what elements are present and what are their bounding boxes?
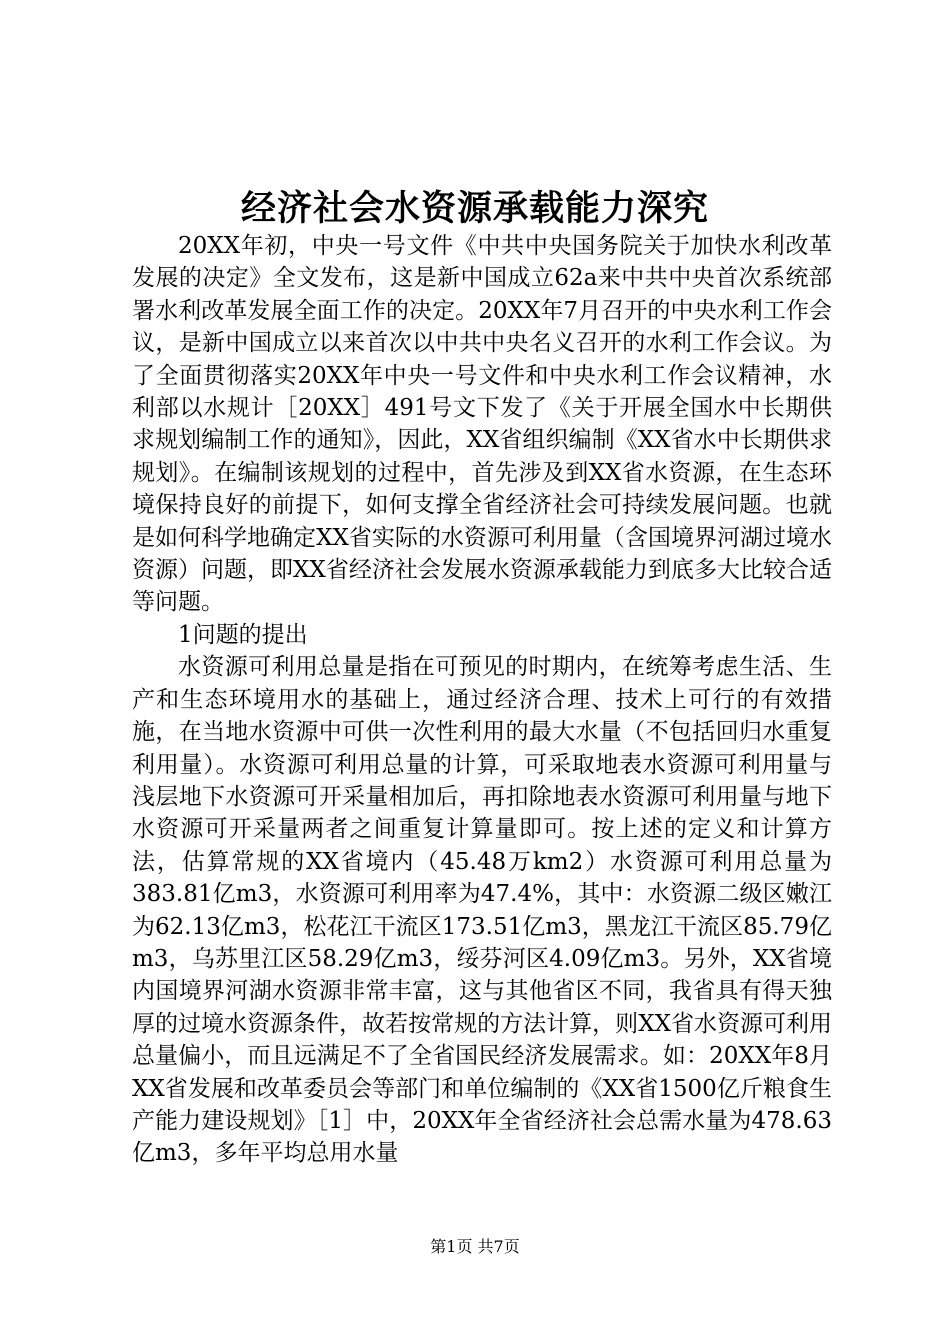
paragraph-intro: 20XX年初，中央一号文件《中共中央国务院关于加快水利改革发展的决定》全文发布，这是新中国成立62a来中共中央首次系统部署水利改革发展全面工作的决定。20XX年7月召开的中央水利工作会议，是新中国成立以来首次以中共中央名义召开的水利工作会议。为了全面贯彻落实20XX年中央一号文件和中央水利工作会议精神，水利部以水规计［20XX］491号文下发了《关于开展全国水中长期供求规划编制工作的通知》，因此，XX省组织编制《XX省水中长期供求规划》。在编制该规划的过程中，首先涉及到XX省水资源，在生态环境保持良好的前提下，如何支撑全省经济社会可持续发展问题。也就是如何科学地确定XX省实际的水资源可利用量（含国境界河湖过境水资源）问题，即XX省经济社会发展水资源承载能力到底多大比较合适等问题。 — [132, 233, 832, 616]
section-heading: 1问题的提出 — [178, 621, 308, 648]
document-body — [132, 230, 832, 1170]
paragraph-water-resources: 水资源可利用总量是指在可预见的时期内，在统筹考虑生活、生产和生态环境用水的基础上，通过经济合理、技术上可行的有效措施，在当地水资源中可供一次性利用的最大水量（不包括回归水重复利用量）。水资源可利用总量的计算，可采取地表水资源可利用量与浅层地下水资源可开采量相加后，再扣除地表水资源可利用量与地下水资源可开采量两者之间重复计算量即可。按上述的定义和计算方法，估算常规的XX省境内（45.48万km2）水资源可利用总量为383.81亿m3，水资源可利用率为47.4%，其中：水资源二级区嫩江为62.13亿m3，松花江干流区173.51亿m3，黑龙江干流区85.79亿m3，乌苏里江区58.29亿m3，绥芬河区4.09亿m3。另外，XX省境内国境界河湖水资源非常丰富，这与其他省区不同，我省具有得天独厚的过境水资源条件，故若按常规的方法计算，则XX省水资源可利用总量偏小，而且远满足不了全省国民经济发展需求。如：20XX年8月XX省发展和改革委员会等部门和单位编制的《XX省1500亿斤粮食生产能力建设规划》［1］中，20XX年全省经济社会总需水量为478.63亿m3，多年平均总用水量 — [132, 654, 832, 1167]
document-title: 经济社会水资源承载能力深究 — [240, 188, 709, 229]
page-footer: 第1页 共7页 — [430, 1237, 520, 1256]
